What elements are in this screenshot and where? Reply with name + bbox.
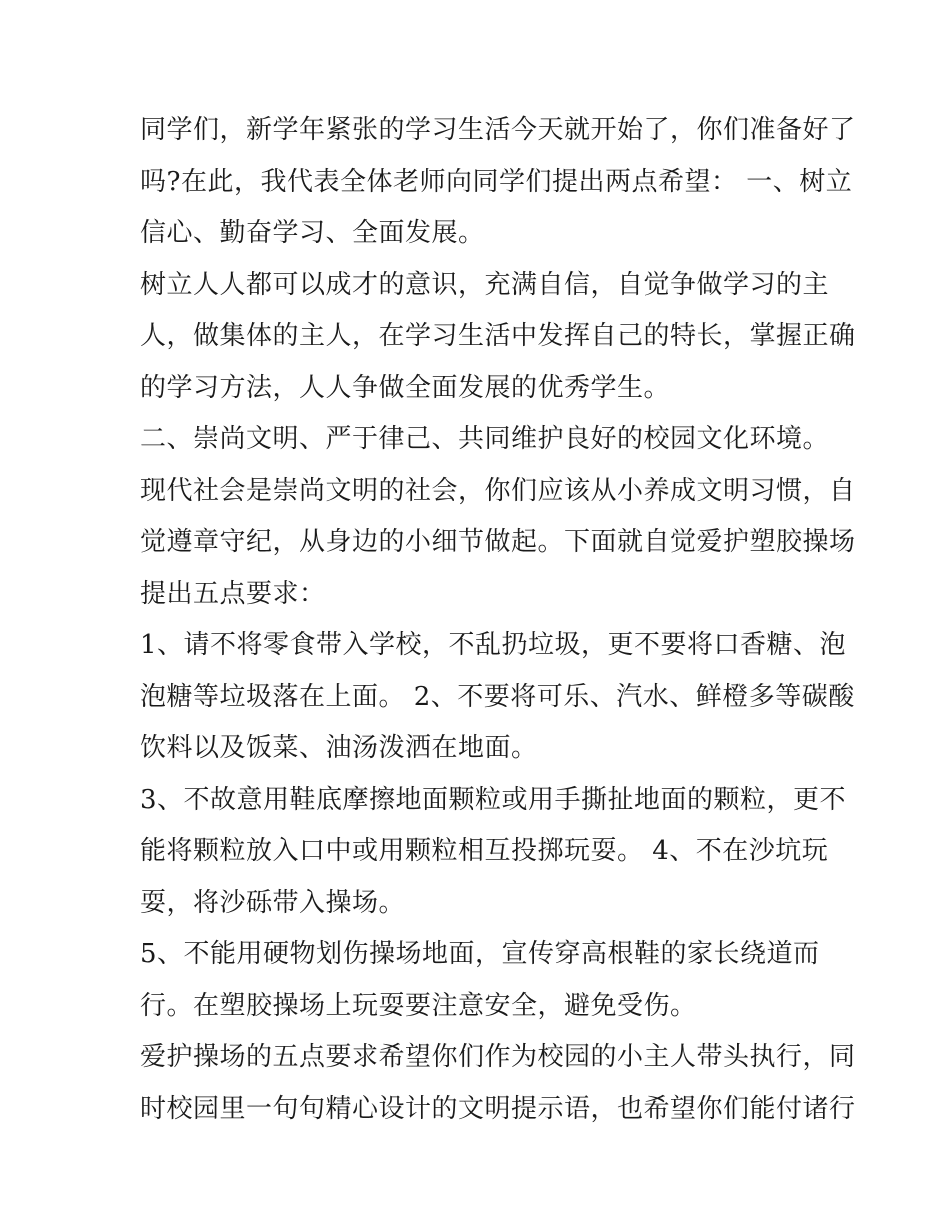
text-line: 吗?在此，我代表全体老师向同学们提出两点希望： 一、树立 [140, 166, 853, 197]
text-line: 能将颗粒放入口中或用颗粒相互投掷玩耍。 4、不在沙坑玩 [140, 836, 829, 866]
text-line: 的学习方法，人人争做全面发展的优秀学生。 [140, 372, 671, 403]
text-line: 泡糖等垃圾落在上面。 2、不要将可乐、汽水、鲜橙多等碳酸 [140, 681, 855, 712]
text-line: 行。在塑胶操场上玩耍要注意安全，避免受伤。 [140, 990, 697, 1021]
text-line: 爱护操场的五点要求希望你们作为校园的小主人带头执行，同 [140, 1042, 856, 1072]
text-line: 人，做集体的主人，在学习生活中发挥自己的特长，掌握正确 [140, 321, 856, 351]
text-line: 树立人人都可以成才的意识，充满自信，自觉争做学习的主 [140, 269, 830, 300]
text-line: 二、崇尚文明、严于律己、共同维护良好的校园文化环境。 [140, 424, 830, 454]
text-line: 5、不能用硬物划伤操场地面，宣传穿高根鞋的家长绕道而 [140, 939, 820, 969]
text-line: 3、不故意用鞋底摩擦地面颗粒或用手撕扯地面的颗粒，更不 [140, 784, 847, 815]
text-line: 1、请不将零食带入学校，不乱扔垃圾，更不要将口香糖、泡 [140, 630, 847, 660]
text-line: 提出五点要求： [140, 578, 326, 609]
text-line: 现代社会是崇尚文明的社会，你们应该从小养成文明习惯，自 [140, 475, 856, 506]
document-body [140, 105, 856, 1135]
text-line: 时校园里一句句精心设计的文明提示语，也希望你们能付诸行 [140, 1093, 856, 1124]
text-line: 同学们，新学年紧张的学习生活今天就开始了，你们准备好了 [140, 115, 856, 145]
text-line: 信心、勤奋学习、全面发展。 [140, 218, 485, 248]
text-line: 耍，将沙砾带入操场。 [140, 887, 406, 918]
text-line: 觉遵章守纪，从身边的小细节做起。下面就自觉爱护塑胶操场 [140, 527, 856, 557]
text-line: 饮料以及饭菜、油汤泼洒在地面。 [140, 733, 538, 763]
